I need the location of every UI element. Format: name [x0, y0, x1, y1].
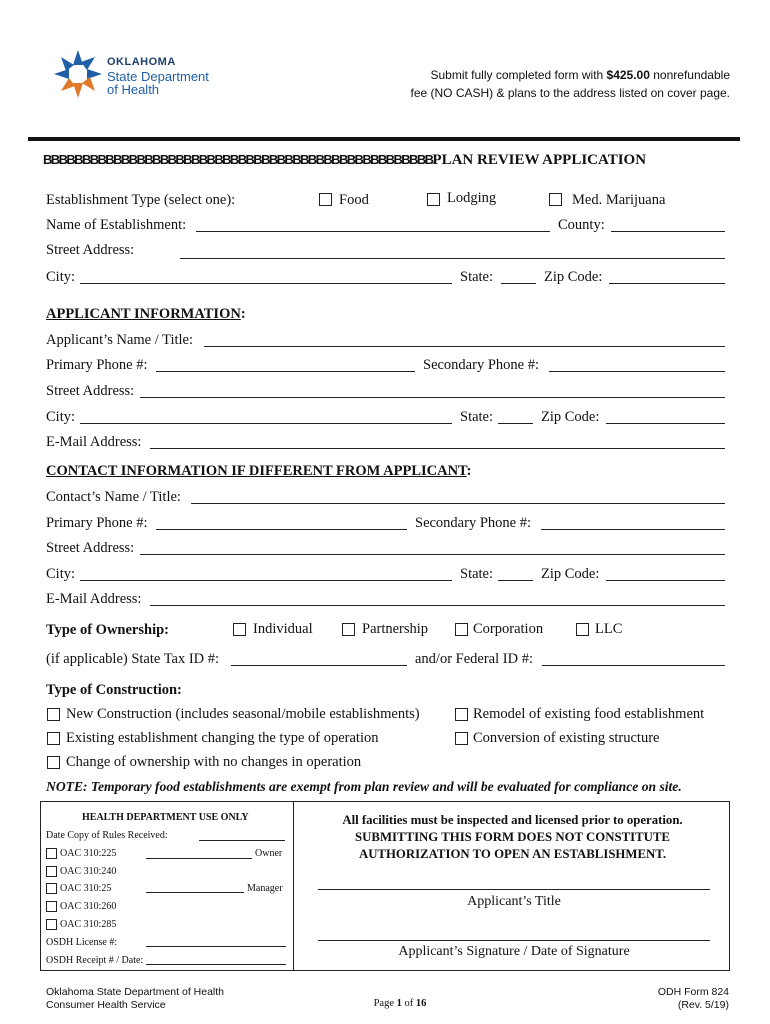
- establishment-state-field[interactable]: [501, 283, 536, 284]
- applicant-title-field[interactable]: [318, 889, 710, 890]
- office-use-heading: HEALTH DEPARTMENT USE ONLY: [82, 812, 249, 823]
- applicant-email-field[interactable]: [150, 448, 725, 449]
- footer-org: Oklahoma State Department of Health: [46, 986, 225, 998]
- checkbox-oac-225[interactable]: [46, 848, 57, 859]
- footer-left: [46, 986, 224, 1012]
- owner-label: Owner: [255, 848, 283, 859]
- contact-email-field[interactable]: [150, 605, 725, 606]
- establishment-type-label: Establishment Type (select one):: [46, 192, 236, 208]
- checkbox-lodging[interactable]: [427, 193, 440, 206]
- applicant-city-label: City:: [46, 409, 76, 425]
- submission-notice-line-2: fee (NO CASH) & plans to the address listed on cover page.: [410, 86, 730, 100]
- checkbox-oac-25[interactable]: [46, 883, 57, 894]
- ownership-individual-label: Individual: [253, 621, 313, 637]
- checkbox-oac-260[interactable]: [46, 901, 57, 912]
- contact-primary-phone-label: Primary Phone #:: [46, 515, 148, 531]
- conversion-label: Conversion of existing structure: [473, 730, 660, 746]
- contact-state-label: State:: [460, 566, 494, 582]
- logo-line-1: OKLAHOMA: [107, 56, 176, 68]
- temporary-note: NOTE: Temporary food establishments are exempt from plan review and will be evaluated for compliance on site.: [46, 779, 682, 794]
- new-construction-label: New Construction (includes seasonal/mobile establishments): [66, 706, 420, 722]
- oac-285-label: OAC 310:285: [60, 919, 117, 930]
- county-label: County:: [558, 217, 605, 233]
- rules-received-field[interactable]: [199, 840, 285, 841]
- establishment-name-field[interactable]: [196, 231, 550, 232]
- contact-zip-field[interactable]: [606, 580, 725, 581]
- applicant-primary-phone-label: Primary Phone #:: [46, 357, 148, 373]
- header-rule: [28, 137, 740, 141]
- page-number: Page 1 of 16: [373, 998, 427, 1009]
- checkbox-oac-240[interactable]: [46, 866, 57, 877]
- ownership-label: Type of Ownership:: [46, 622, 169, 638]
- form-number: ODH Form 824: [657, 986, 729, 998]
- contact-street-field[interactable]: [140, 554, 725, 555]
- construction-label: Type of Construction:: [46, 682, 182, 698]
- logo-line-2: State Department: [107, 69, 209, 84]
- applicant-secondary-phone-field[interactable]: [549, 371, 725, 372]
- checkbox-food[interactable]: [319, 193, 332, 206]
- contact-street-label: Street Address:: [46, 540, 135, 556]
- contact-email-label: E-Mail Address:: [46, 591, 142, 607]
- checkbox-individual[interactable]: [233, 623, 246, 636]
- owner-field[interactable]: [146, 858, 252, 859]
- applicant-name-field[interactable]: [204, 346, 725, 347]
- state-tax-id-field[interactable]: [231, 665, 407, 666]
- option-med-marijuana-label: Med. Marijuana: [572, 192, 666, 208]
- applicant-state-label: State:: [460, 409, 494, 425]
- contact-name-field[interactable]: [191, 503, 725, 504]
- contact-zip-label: Zip Code:: [541, 566, 600, 582]
- applicant-title-label: Applicant’s Title: [467, 894, 561, 909]
- manager-label: Manager: [247, 883, 283, 894]
- checkbox-oac-285[interactable]: [46, 919, 57, 930]
- applicant-signature-field[interactable]: [318, 940, 710, 941]
- establishment-city-field[interactable]: [80, 283, 452, 284]
- applicant-city-field[interactable]: [80, 423, 452, 424]
- checkbox-corporation[interactable]: [455, 623, 468, 636]
- establishment-zip-label: Zip Code:: [544, 269, 603, 285]
- manager-field[interactable]: [146, 892, 244, 893]
- establishment-city-label: City:: [46, 269, 76, 285]
- contact-state-field[interactable]: [498, 580, 533, 581]
- establishment-zip-field[interactable]: [609, 283, 725, 284]
- applicant-street-label: Street Address:: [46, 383, 135, 399]
- osdh-receipt-field[interactable]: [146, 964, 286, 965]
- remodel-label: Remodel of existing food establishment: [473, 706, 705, 722]
- contact-city-field[interactable]: [80, 580, 452, 581]
- establishment-name-label: Name of Establishment:: [46, 217, 187, 233]
- checkbox-remodel[interactable]: [455, 708, 468, 721]
- contact-heading: CONTACT INFORMATION IF DIFFERENT FROM APPLICANT:: [46, 463, 472, 479]
- oac-260-label: OAC 310:260: [60, 901, 117, 912]
- applicant-email-label: E-Mail Address:: [46, 434, 142, 450]
- establishment-street-field[interactable]: [180, 258, 725, 259]
- applicant-name-label: Applicant’s Name / Title:: [46, 332, 194, 348]
- title-text: PLAN REVIEW APPLICATION: [432, 152, 647, 168]
- osdh-logo: [52, 48, 232, 100]
- footer-right: [600, 986, 729, 1012]
- submission-notice: [300, 66, 730, 102]
- checkbox-conversion[interactable]: [455, 732, 468, 745]
- contact-name-label: Contact’s Name / Title:: [46, 489, 181, 505]
- applicant-secondary-phone-label: Secondary Phone #:: [423, 357, 539, 373]
- changing-operation-label: Existing establishment changing the type of operation: [66, 730, 379, 746]
- contact-city-label: City:: [46, 566, 76, 582]
- applicant-zip-field[interactable]: [606, 423, 725, 424]
- option-lodging-label: Lodging: [447, 190, 497, 206]
- checkbox-change-ownership[interactable]: [47, 756, 60, 769]
- federal-id-label: and/or Federal ID #:: [415, 651, 533, 667]
- ownership-corporation-label: Corporation: [473, 621, 544, 637]
- change-ownership-label: Change of ownership with no changes in operation: [66, 754, 362, 770]
- applicant-primary-phone-field[interactable]: [156, 371, 415, 372]
- oac-225-label: OAC 310:225: [60, 848, 117, 859]
- osdh-license-field[interactable]: [146, 946, 286, 947]
- checkbox-med-marijuana[interactable]: [549, 193, 562, 206]
- establishment-state-label: State:: [460, 269, 494, 285]
- logo-star-icon: [52, 48, 104, 100]
- oac-240-label: OAC 310:240: [60, 866, 117, 877]
- inspection-notice-line-3: AUTHORIZATION TO OPEN AN ESTABLISHMENT.: [358, 847, 667, 861]
- federal-id-field[interactable]: [542, 665, 725, 666]
- county-field[interactable]: [611, 231, 725, 232]
- footer-service: Consumer Health Service: [46, 999, 166, 1011]
- applicant-state-field[interactable]: [498, 423, 533, 424]
- inspection-notice-line-1: All facilities must be inspected and licensed prior to operation.: [342, 813, 683, 827]
- inspection-notice-line-2: SUBMITTING THIS FORM DOES NOT CONSTITUTE: [355, 830, 670, 844]
- applicant-signature-label: Applicant’s Signature / Date of Signature: [398, 944, 630, 959]
- contact-secondary-phone-label: Secondary Phone #:: [415, 515, 531, 531]
- checkbox-partnership[interactable]: [342, 623, 355, 636]
- state-tax-id-label: (if applicable) State Tax ID #:: [46, 651, 220, 667]
- option-food-label: Food: [339, 192, 369, 208]
- establishment-street-label: Street Address:: [46, 242, 135, 258]
- osdh-receipt-label: OSDH Receipt # / Date:: [46, 955, 144, 966]
- submission-notice-line-1: Submit fully completed form with $425.00 nonrefundable: [430, 68, 730, 82]
- ownership-llc-label: LLC: [595, 621, 623, 637]
- title-scrambled-text: BBBBBBBBBBBBBBBBBBBBBBBBBBBBBBBBBBBBBBBBBBBBBBBBBB: [43, 152, 433, 167]
- applicant-heading: APPLICANT INFORMATION:: [46, 306, 246, 322]
- rules-received-label: Date Copy of Rules Received:: [46, 830, 168, 841]
- form-title: [43, 152, 646, 169]
- checkbox-llc[interactable]: [576, 623, 589, 636]
- checkbox-changing-operation[interactable]: [47, 732, 60, 745]
- applicant-street-field[interactable]: [140, 397, 725, 398]
- logo-line-3: of Health: [107, 82, 160, 97]
- oac-25-label: OAC 310:25: [60, 883, 112, 894]
- ownership-partnership-label: Partnership: [362, 621, 429, 637]
- fee-amount: $425.00: [606, 68, 650, 82]
- checkbox-new-construction[interactable]: [47, 708, 60, 721]
- contact-primary-phone-field[interactable]: [156, 529, 407, 530]
- osdh-license-label: OSDH License #:: [46, 937, 118, 948]
- applicant-zip-label: Zip Code:: [541, 409, 600, 425]
- contact-secondary-phone-field[interactable]: [541, 529, 725, 530]
- form-revision: (Rev. 5/19): [677, 999, 729, 1011]
- inspection-notice: [300, 812, 725, 863]
